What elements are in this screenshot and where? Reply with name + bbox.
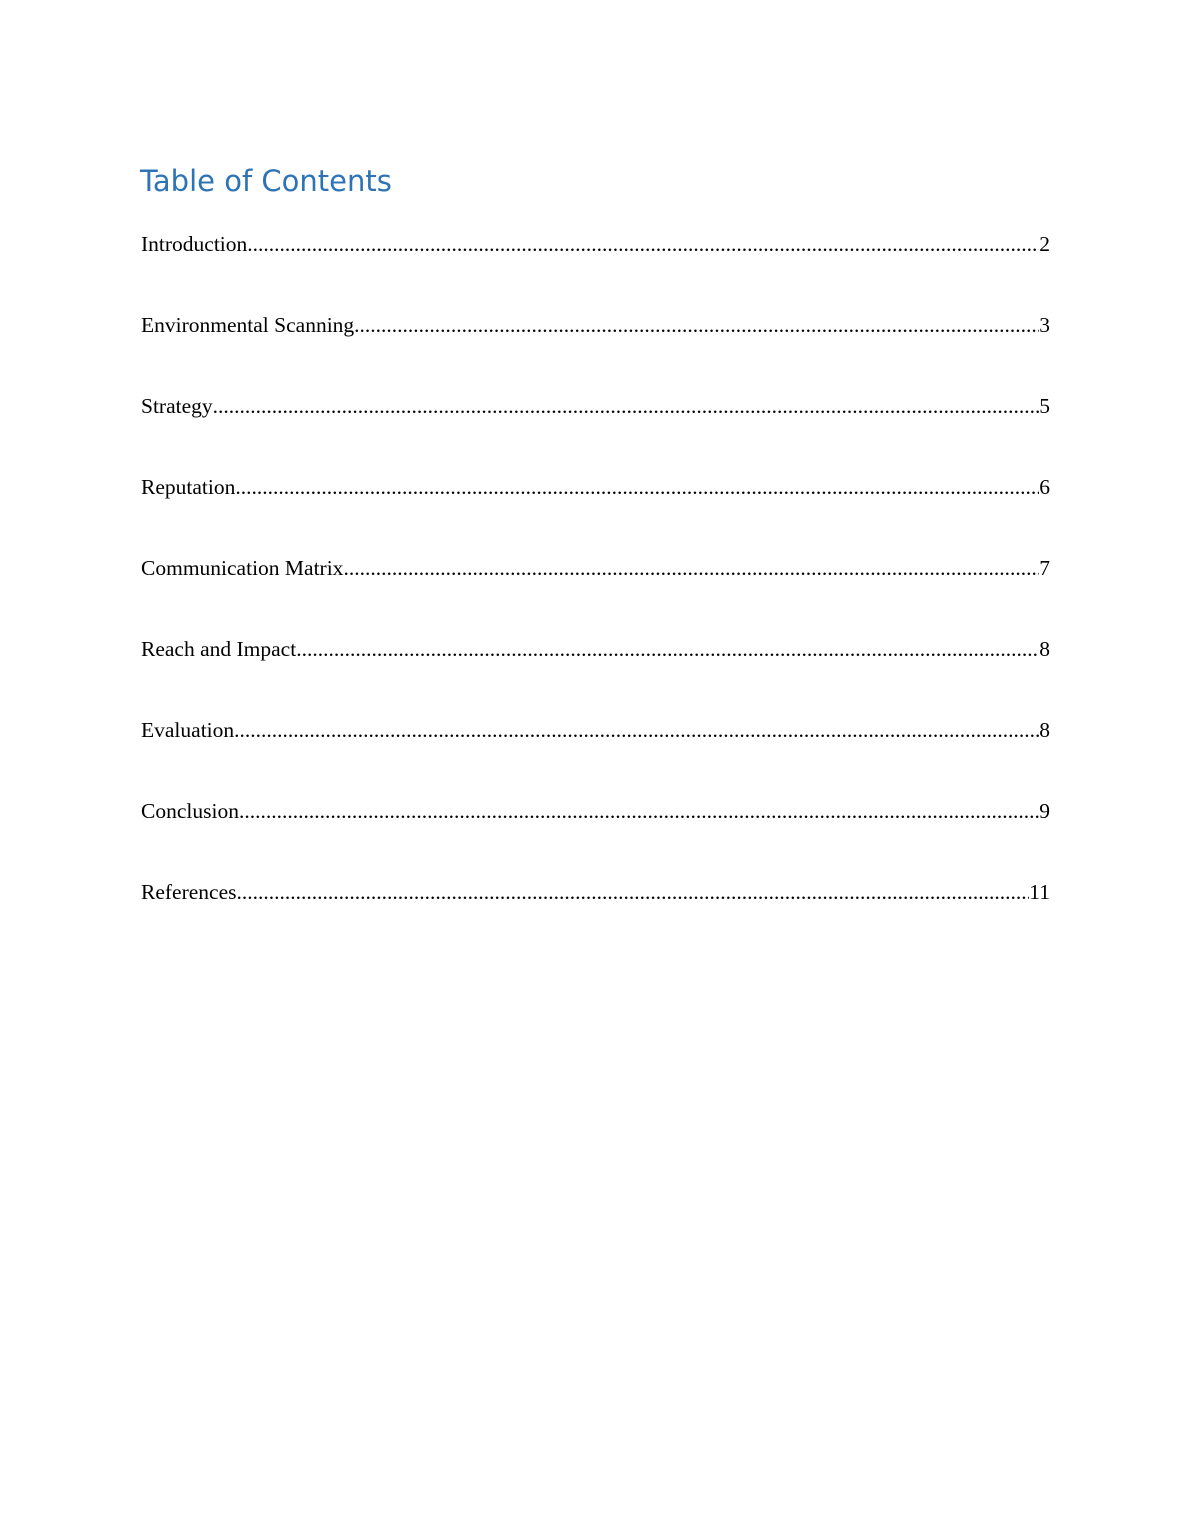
toc-dot-leader [234,712,1039,748]
toc-entry-conclusion[interactable] [141,793,1050,874]
toc-entry-environmental-scanning[interactable] [141,307,1050,388]
toc-entry-label: Communication Matrix [141,556,344,580]
toc-entry-page-number: 8 [1039,637,1050,661]
toc-entry-label: Environmental Scanning [141,313,355,337]
toc-entry-page-number: 5 [1039,394,1050,418]
toc-dot-leader [235,469,1039,505]
toc-dot-leader [213,388,1040,424]
toc-list [141,226,1050,955]
toc-entry-page-number: 8 [1039,718,1050,742]
toc-entry-introduction[interactable] [141,226,1050,307]
toc-entry-label: Reputation [141,475,236,499]
toc-entry-label: References [141,880,237,904]
toc-entry-reach-and-impact[interactable] [141,631,1050,712]
toc-entry-label: Reach and Impact [141,637,297,661]
toc-heading: Table of Contents [140,164,392,198]
toc-entry-label: Introduction [141,232,248,256]
toc-entry-communication-matrix[interactable] [141,550,1050,631]
toc-entry-evaluation[interactable] [141,712,1050,793]
toc-entry-reputation[interactable] [141,469,1050,550]
toc-entry-page-number: 3 [1039,313,1050,337]
toc-entry-page-number: 2 [1039,232,1050,256]
toc-entry-page-number: 9 [1039,799,1050,823]
toc-entry-page-number: 7 [1039,556,1050,580]
toc-entry-page-number: 11 [1029,880,1050,904]
toc-dot-leader [343,550,1039,586]
toc-entry-strategy[interactable] [141,388,1050,469]
toc-entry-label: Strategy [141,394,213,418]
toc-entry-references[interactable] [141,874,1050,955]
toc-entry-label: Conclusion [141,799,239,823]
toc-dot-leader [247,226,1039,262]
toc-entry-label: Evaluation [141,718,235,742]
toc-dot-leader [239,793,1039,829]
toc-dot-leader [237,874,1030,910]
toc-dot-leader [354,307,1039,343]
toc-entry-page-number: 6 [1039,475,1050,499]
toc-dot-leader [296,631,1039,667]
